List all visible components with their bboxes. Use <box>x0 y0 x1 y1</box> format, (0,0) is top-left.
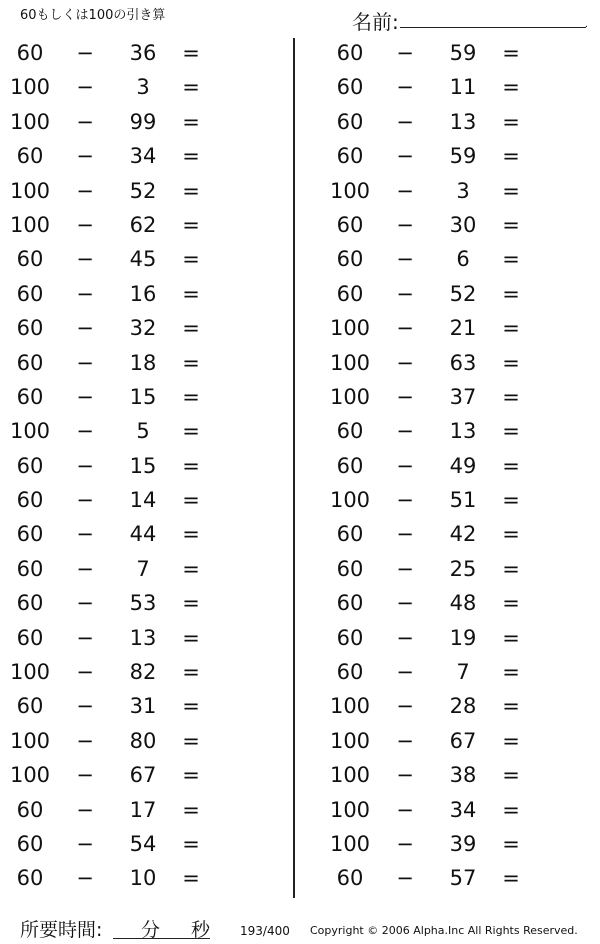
minus-sign: − <box>396 763 414 788</box>
minuend: 60 <box>16 625 44 650</box>
minuend: 100 <box>9 75 51 100</box>
minuend: 100 <box>329 178 371 203</box>
minuend: 100 <box>9 763 51 788</box>
worksheet-title: 60もしくは100の引き算 <box>20 8 166 23</box>
minuend: 60 <box>16 591 44 616</box>
minus-sign: − <box>76 556 94 581</box>
minuend: 100 <box>9 109 51 134</box>
subtrahend: 36 <box>129 41 157 65</box>
equals-sign: = <box>182 144 200 169</box>
minus-sign: − <box>396 556 414 581</box>
equals-sign: = <box>502 660 520 685</box>
minuend: 60 <box>16 866 44 891</box>
minuend: 60 <box>16 41 44 65</box>
minuend: 60 <box>336 660 364 685</box>
minuend: 60 <box>16 453 44 478</box>
subtrahend: 39 <box>449 831 477 856</box>
subtrahend: 13 <box>449 419 477 444</box>
subtrahend: 59 <box>449 41 477 65</box>
minus-sign: − <box>76 419 94 444</box>
minuend: 60 <box>16 831 44 856</box>
equals-sign: = <box>182 384 200 409</box>
subtrahend: 16 <box>129 281 157 306</box>
equals-sign: = <box>502 109 520 134</box>
equals-sign: = <box>182 316 200 341</box>
subtrahend: 62 <box>129 212 157 237</box>
name-underline <box>400 27 586 28</box>
minuend: 60 <box>336 75 364 100</box>
equals-sign: = <box>502 316 520 341</box>
minuend: 60 <box>16 556 44 581</box>
equals-sign: = <box>182 591 200 616</box>
subtrahend: 19 <box>449 625 477 650</box>
equals-sign: = <box>502 866 520 891</box>
minuend: 100 <box>329 797 371 822</box>
subtrahend: 63 <box>449 350 477 375</box>
minuend: 100 <box>9 728 51 753</box>
minuend: 60 <box>16 144 44 169</box>
subtrahend: 80 <box>129 728 157 753</box>
equals-sign: = <box>182 488 200 513</box>
minuend: 60 <box>336 866 364 891</box>
equals-sign: = <box>182 728 200 753</box>
equals-sign: = <box>182 453 200 478</box>
subtrahend: 6 <box>456 247 470 272</box>
equals-sign: = <box>502 763 520 788</box>
equals-sign: = <box>182 797 200 822</box>
minus-sign: − <box>396 247 414 272</box>
time-taken-label: 所要時間: <box>20 919 103 941</box>
minus-sign: − <box>396 212 414 237</box>
minus-sign: − <box>76 591 94 616</box>
subtrahend: 3 <box>136 75 150 100</box>
minus-sign: − <box>396 591 414 616</box>
subtrahend: 17 <box>129 797 157 822</box>
minus-sign: − <box>76 247 94 272</box>
subtrahend: 52 <box>449 281 477 306</box>
equals-sign: = <box>182 178 200 203</box>
minuend: 60 <box>16 694 44 719</box>
equals-sign: = <box>502 178 520 203</box>
minuend: 60 <box>16 797 44 822</box>
minuend: 100 <box>9 178 51 203</box>
equals-sign: = <box>182 556 200 581</box>
subtrahend: 82 <box>129 660 157 685</box>
subtrahend: 5 <box>136 419 150 444</box>
minus-sign: − <box>76 488 94 513</box>
minuend: 100 <box>329 488 371 513</box>
seconds-label: 秒 <box>191 919 211 941</box>
subtrahend: 13 <box>449 109 477 134</box>
minuend: 60 <box>336 591 364 616</box>
minus-sign: − <box>76 281 94 306</box>
equals-sign: = <box>502 797 520 822</box>
minuend: 100 <box>9 212 51 237</box>
subtrahend: 18 <box>129 350 157 375</box>
minuend: 100 <box>329 831 371 856</box>
minus-sign: − <box>76 797 94 822</box>
subtrahend: 7 <box>456 660 470 685</box>
minus-sign: − <box>76 728 94 753</box>
equals-sign: = <box>502 384 520 409</box>
subtrahend: 11 <box>449 75 477 100</box>
minuend: 60 <box>16 488 44 513</box>
minuend: 100 <box>329 316 371 341</box>
subtrahend: 67 <box>129 763 157 788</box>
equals-sign: = <box>182 109 200 134</box>
minuend: 60 <box>336 41 364 65</box>
subtrahend: 13 <box>129 625 157 650</box>
subtrahend: 32 <box>129 316 157 341</box>
copyright-notice: Copyright © 2006 Alpha.Inc All Rights Reserved. <box>310 924 578 937</box>
minuend: 60 <box>16 247 44 272</box>
equals-sign: = <box>502 212 520 237</box>
minus-sign: − <box>396 831 414 856</box>
equals-sign: = <box>502 694 520 719</box>
minus-sign: − <box>396 144 414 169</box>
subtrahend: 3 <box>456 178 470 203</box>
name-field[interactable] <box>352 6 588 34</box>
equals-sign: = <box>502 728 520 753</box>
equals-sign: = <box>182 866 200 891</box>
minus-sign: − <box>76 660 94 685</box>
subtrahend: 59 <box>449 144 477 169</box>
minus-sign: − <box>396 178 414 203</box>
minus-sign: − <box>76 212 94 237</box>
minus-sign: − <box>396 419 414 444</box>
minus-sign: − <box>396 488 414 513</box>
subtrahend: 44 <box>129 522 157 547</box>
page-count: 193/400 <box>240 924 290 938</box>
equals-sign: = <box>182 419 200 444</box>
minuend: 100 <box>329 728 371 753</box>
minus-sign: − <box>76 316 94 341</box>
equals-sign: = <box>502 488 520 513</box>
subtrahend: 30 <box>449 212 477 237</box>
minus-sign: − <box>396 453 414 478</box>
minus-sign: − <box>76 831 94 856</box>
minuend: 60 <box>336 522 364 547</box>
minus-sign: − <box>76 625 94 650</box>
equals-sign: = <box>182 831 200 856</box>
subtrahend: 67 <box>449 728 477 753</box>
minuend: 60 <box>16 350 44 375</box>
equals-sign: = <box>502 144 520 169</box>
minuend: 60 <box>336 247 364 272</box>
subtrahend: 21 <box>449 316 477 341</box>
minus-sign: − <box>76 866 94 891</box>
minuend: 60 <box>336 281 364 306</box>
equals-sign: = <box>502 41 520 65</box>
equals-sign: = <box>502 522 520 547</box>
minus-sign: − <box>76 694 94 719</box>
minus-sign: − <box>396 109 414 134</box>
subtrahend: 38 <box>449 763 477 788</box>
equals-sign: = <box>502 556 520 581</box>
subtrahend: 10 <box>129 866 157 891</box>
minuend: 60 <box>16 384 44 409</box>
minus-sign: − <box>396 75 414 100</box>
equals-sign: = <box>502 453 520 478</box>
minus-sign: − <box>76 41 94 65</box>
minus-sign: − <box>76 144 94 169</box>
minuend: 100 <box>9 419 51 444</box>
minus-sign: − <box>396 625 414 650</box>
subtrahend: 54 <box>129 831 157 856</box>
name-dot: . <box>584 19 588 30</box>
equals-sign: = <box>502 350 520 375</box>
subtrahend: 48 <box>449 591 477 616</box>
minuend: 60 <box>336 556 364 581</box>
minus-sign: − <box>396 694 414 719</box>
equals-sign: = <box>182 281 200 306</box>
subtrahend: 52 <box>129 178 157 203</box>
equals-sign: = <box>182 247 200 272</box>
equals-sign: = <box>182 41 200 65</box>
subtrahend: 14 <box>129 488 157 513</box>
equals-sign: = <box>502 831 520 856</box>
equals-sign: = <box>502 419 520 444</box>
minus-sign: − <box>396 522 414 547</box>
minutes-label: 分 <box>141 919 161 941</box>
minuend: 60 <box>16 281 44 306</box>
equals-sign: = <box>182 763 200 788</box>
subtrahend: 25 <box>449 556 477 581</box>
minuend: 60 <box>336 109 364 134</box>
minus-sign: − <box>76 763 94 788</box>
minuend: 60 <box>16 522 44 547</box>
subtrahend: 42 <box>449 522 477 547</box>
subtrahend: 7 <box>136 556 150 581</box>
minuend: 60 <box>16 316 44 341</box>
minus-sign: − <box>76 384 94 409</box>
subtrahend: 34 <box>129 144 157 169</box>
subtrahend: 99 <box>129 109 157 134</box>
column-divider <box>293 38 295 898</box>
minuend: 100 <box>329 694 371 719</box>
equals-sign: = <box>182 694 200 719</box>
minuend: 100 <box>329 763 371 788</box>
equals-sign: = <box>502 281 520 306</box>
minus-sign: − <box>76 75 94 100</box>
minus-sign: − <box>76 453 94 478</box>
subtrahend: 49 <box>449 453 477 478</box>
minuend: 100 <box>329 350 371 375</box>
minuend: 60 <box>336 419 364 444</box>
subtrahend: 51 <box>449 488 477 513</box>
minus-sign: − <box>396 797 414 822</box>
equals-sign: = <box>182 75 200 100</box>
minus-sign: − <box>396 728 414 753</box>
equals-sign: = <box>182 350 200 375</box>
minus-sign: − <box>396 660 414 685</box>
minuend: 60 <box>336 625 364 650</box>
minuend: 60 <box>336 453 364 478</box>
subtrahend: 15 <box>129 384 157 409</box>
subtrahend: 31 <box>129 694 157 719</box>
minus-sign: − <box>396 384 414 409</box>
equals-sign: = <box>502 75 520 100</box>
minus-sign: − <box>396 41 414 65</box>
minuend: 100 <box>9 660 51 685</box>
minuend: 60 <box>336 144 364 169</box>
minus-sign: − <box>396 866 414 891</box>
minus-sign: − <box>396 350 414 375</box>
subtrahend: 57 <box>449 866 477 891</box>
minuend: 60 <box>336 212 364 237</box>
subtrahend: 28 <box>449 694 477 719</box>
equals-sign: = <box>502 591 520 616</box>
minus-sign: − <box>76 109 94 134</box>
equals-sign: = <box>182 212 200 237</box>
minus-sign: − <box>396 281 414 306</box>
equals-sign: = <box>182 660 200 685</box>
equals-sign: = <box>502 247 520 272</box>
equals-sign: = <box>182 625 200 650</box>
subtrahend: 45 <box>129 247 157 272</box>
equals-sign: = <box>182 522 200 547</box>
subtrahend: 15 <box>129 453 157 478</box>
subtrahend: 37 <box>449 384 477 409</box>
minus-sign: − <box>76 350 94 375</box>
minus-sign: − <box>76 522 94 547</box>
subtrahend: 34 <box>449 797 477 822</box>
minuend: 100 <box>329 384 371 409</box>
minus-sign: − <box>76 178 94 203</box>
name-label: 名前: <box>352 10 399 34</box>
subtrahend: 53 <box>129 591 157 616</box>
footer <box>0 904 600 944</box>
minus-sign: − <box>396 316 414 341</box>
equals-sign: = <box>502 625 520 650</box>
